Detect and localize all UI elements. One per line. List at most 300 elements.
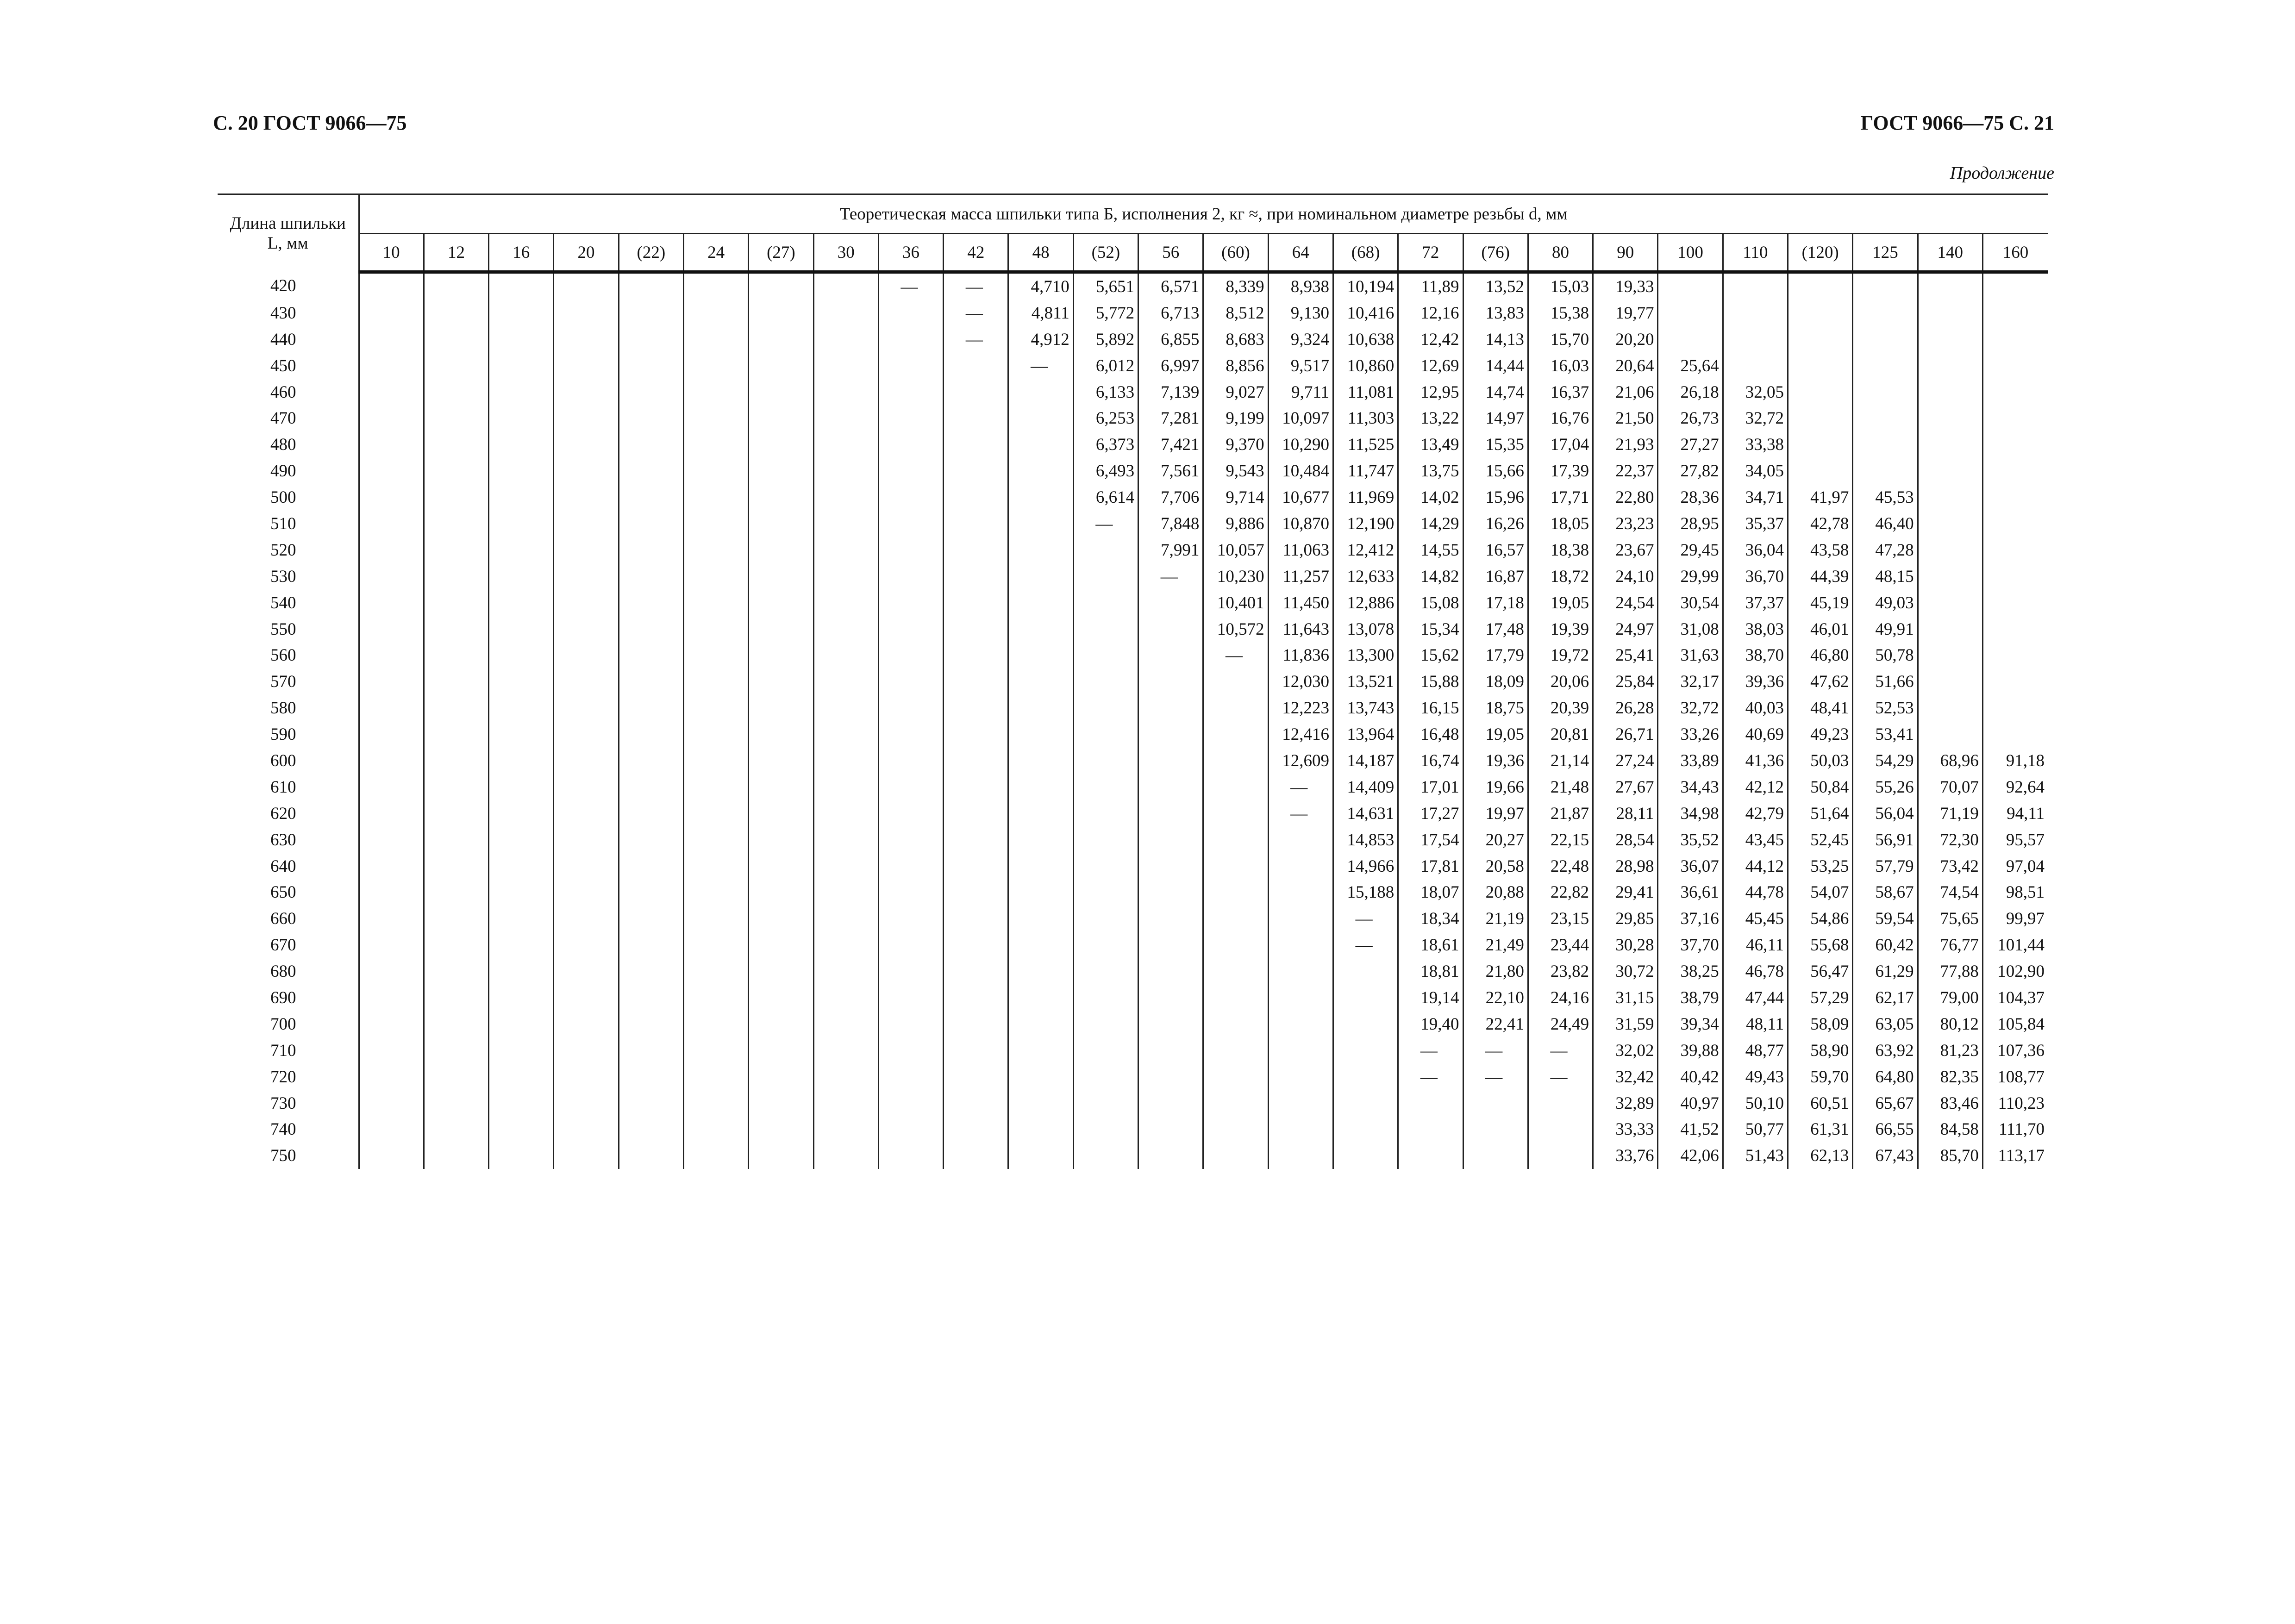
mass-cell (813, 827, 878, 853)
mass-cell (1138, 853, 1203, 880)
mass-cell: 43,58 (1788, 537, 1853, 563)
mass-cell (1008, 1011, 1073, 1037)
mass-cell (944, 958, 1008, 985)
mass-cell: — (1333, 906, 1398, 932)
mass-cell (1268, 1011, 1333, 1037)
mass-cell (489, 484, 554, 511)
mass-cell (878, 906, 943, 932)
mass-cell: 14,187 (1333, 748, 1398, 774)
mass-cell (749, 695, 813, 721)
mass-cell (944, 1011, 1008, 1037)
mass-cell (359, 721, 424, 748)
mass-cell: 13,52 (1463, 272, 1528, 300)
mass-cell: 32,05 (1723, 379, 1788, 406)
mass-cell (944, 405, 1008, 431)
mass-cell: 4,811 (1008, 300, 1073, 326)
mass-cell: 6,855 (1138, 326, 1203, 353)
mass-cell: 23,44 (1528, 932, 1593, 958)
mass-cell: 13,964 (1333, 721, 1398, 748)
mass-cell: 10,572 (1203, 616, 1268, 643)
mass-cell (683, 800, 748, 827)
mass-cell: 58,09 (1788, 1011, 1853, 1037)
mass-cell (1073, 721, 1138, 748)
mass-cell: 19,05 (1463, 721, 1528, 748)
mass-cell: 11,525 (1333, 431, 1398, 458)
mass-cell (554, 774, 619, 800)
mass-cell (359, 405, 424, 431)
mass-cell (749, 353, 813, 379)
mass-cell (1008, 379, 1073, 406)
mass-cell (554, 511, 619, 537)
mass-cell (683, 511, 748, 537)
mass-cell (878, 431, 943, 458)
mass-cell (619, 800, 683, 827)
mass-cell (1203, 985, 1268, 1011)
mass-cell (944, 695, 1008, 721)
mass-cell (554, 353, 619, 379)
mass-cell: 21,80 (1463, 958, 1528, 985)
length-cell: 610 (270, 777, 296, 797)
length-cell: 740 (270, 1120, 296, 1139)
mass-cell (1333, 1117, 1398, 1143)
mass-cell (554, 458, 619, 484)
page-header-left: С. 20 ГОСТ 9066—75 (213, 112, 407, 134)
mass-cell: 24,49 (1528, 1011, 1593, 1037)
mass-cell (489, 590, 554, 616)
mass-cell (489, 800, 554, 827)
mass-cell (813, 405, 878, 431)
mass-cell (1008, 563, 1073, 590)
mass-cell: 34,98 (1658, 800, 1723, 827)
diameter-header: (120) (1788, 234, 1853, 272)
mass-cell (1008, 906, 1073, 932)
mass-cell (619, 458, 683, 484)
mass-cell: 46,01 (1788, 616, 1853, 643)
mass-cell: 10,860 (1333, 353, 1398, 379)
mass-cell: 28,36 (1658, 484, 1723, 511)
mass-cell: 11,89 (1398, 272, 1463, 300)
mass-cell (424, 458, 488, 484)
mass-cell (1268, 985, 1333, 1011)
mass-cell: 17,79 (1463, 642, 1528, 668)
mass-cell: 15,188 (1333, 879, 1398, 906)
mass-cell: 54,29 (1853, 748, 1918, 774)
mass-cell (1008, 431, 1073, 458)
diameter-header: 56 (1138, 234, 1203, 272)
mass-cell (683, 300, 748, 326)
mass-cell: 94,11 (1982, 800, 2048, 827)
mass-header: Теоретическая масса шпильки типа Б, исполнения 2, кг ≈, при номинальном диаметре резьбы d, мм (359, 194, 2048, 234)
mass-cell (1918, 721, 1982, 748)
length-cell: 650 (270, 883, 296, 902)
mass-cell (1008, 1090, 1073, 1117)
mass-cell (1333, 1090, 1398, 1117)
mass-cell (1982, 379, 2048, 406)
diameter-header: (27) (749, 234, 813, 272)
mass-cell (683, 1117, 748, 1143)
mass-cell: 8,938 (1268, 272, 1333, 300)
mass-cell (1853, 272, 1918, 300)
mass-cell (1203, 827, 1268, 853)
mass-cell (1138, 774, 1203, 800)
mass-cell (944, 906, 1008, 932)
mass-cell (878, 985, 943, 1011)
mass-cell (1788, 458, 1853, 484)
mass-cell (424, 748, 488, 774)
mass-cell: 12,030 (1268, 668, 1333, 695)
mass-cell: 20,64 (1593, 353, 1658, 379)
mass-cell: 20,20 (1593, 326, 1658, 353)
mass-cell: 16,87 (1463, 563, 1528, 590)
mass-cell (554, 958, 619, 985)
table-row (218, 563, 2048, 590)
mass-cell (878, 379, 943, 406)
mass-cell: 14,44 (1463, 353, 1528, 379)
mass-cell (1918, 379, 1982, 406)
mass-cell (749, 272, 813, 300)
mass-cell (489, 1117, 554, 1143)
mass-cell (1463, 1117, 1528, 1143)
mass-cell (424, 879, 488, 906)
mass-cell: 11,257 (1268, 563, 1333, 590)
mass-cell (489, 668, 554, 695)
mass-cell: 111,70 (1982, 1117, 2048, 1143)
mass-cell (1982, 272, 2048, 300)
mass-cell: 24,97 (1593, 616, 1658, 643)
mass-cell (878, 1117, 943, 1143)
mass-cell: 12,609 (1268, 748, 1333, 774)
mass-cell (619, 827, 683, 853)
table-row (218, 590, 2048, 616)
mass-cell (359, 1090, 424, 1117)
mass-cell (944, 458, 1008, 484)
mass-cell (359, 1143, 424, 1169)
mass-cell (813, 879, 878, 906)
mass-cell: 23,15 (1528, 906, 1593, 932)
mass-cell: 38,70 (1723, 642, 1788, 668)
mass-cell (619, 721, 683, 748)
mass-cell (1203, 1090, 1268, 1117)
mass-cell: 10,416 (1333, 300, 1398, 326)
mass-cell (749, 1117, 813, 1143)
mass-cell (749, 958, 813, 985)
mass-cell (1853, 353, 1918, 379)
mass-cell: 40,97 (1658, 1090, 1723, 1117)
mass-cell (489, 642, 554, 668)
mass-cell: 9,324 (1268, 326, 1333, 353)
mass-cell (944, 748, 1008, 774)
diameter-header: 125 (1853, 234, 1918, 272)
mass-cell (619, 511, 683, 537)
mass-cell (489, 774, 554, 800)
mass-cell: 56,91 (1853, 827, 1918, 853)
mass-cell: 105,84 (1982, 1011, 2048, 1037)
mass-cell (359, 906, 424, 932)
mass-cell (424, 590, 488, 616)
mass-cell (424, 827, 488, 853)
mass-cell: 4,912 (1008, 326, 1073, 353)
mass-cell (554, 537, 619, 563)
mass-cell: 8,683 (1203, 326, 1268, 353)
mass-cell (878, 1090, 943, 1117)
mass-cell: 10,484 (1268, 458, 1333, 484)
table-row (218, 932, 2048, 958)
mass-cell: 52,45 (1788, 827, 1853, 853)
mass-cell: 19,14 (1398, 985, 1463, 1011)
diameter-header: 140 (1918, 234, 1982, 272)
mass-cell (554, 800, 619, 827)
mass-cell: 30,72 (1593, 958, 1658, 985)
mass-cell (1008, 879, 1073, 906)
table-row (218, 1117, 2048, 1143)
mass-cell (619, 353, 683, 379)
mass-cell (1008, 932, 1073, 958)
mass-cell (619, 405, 683, 431)
mass-cell: 14,853 (1333, 827, 1398, 853)
mass-cell (683, 616, 748, 643)
mass-cell: 17,04 (1528, 431, 1593, 458)
table-row (218, 748, 2048, 774)
mass-cell (1268, 827, 1333, 853)
mass-cell (683, 353, 748, 379)
mass-cell (683, 1143, 748, 1169)
mass-cell (1073, 932, 1138, 958)
mass-cell (878, 511, 943, 537)
mass-cell (813, 431, 878, 458)
diameter-header: 64 (1268, 234, 1333, 272)
mass-cell: 17,54 (1398, 827, 1463, 853)
mass-cell: 49,91 (1853, 616, 1918, 643)
mass-cell (1918, 484, 1982, 511)
mass-cell (424, 695, 488, 721)
mass-cell: 6,133 (1073, 379, 1138, 406)
mass-cell (1658, 272, 1723, 300)
mass-cell: — (1528, 1037, 1593, 1064)
mass-cell: 49,23 (1788, 721, 1853, 748)
mass-cell: 67,43 (1853, 1143, 1918, 1169)
mass-cell: 18,81 (1398, 958, 1463, 985)
table-row (218, 511, 2048, 537)
mass-cell: 44,39 (1788, 563, 1853, 590)
mass-cell: 18,38 (1528, 537, 1593, 563)
mass-cell: 70,07 (1918, 774, 1982, 800)
mass-cell (944, 774, 1008, 800)
mass-cell (619, 484, 683, 511)
mass-cell: 15,38 (1528, 300, 1593, 326)
mass-cell: 35,37 (1723, 511, 1788, 537)
mass-cell: 45,53 (1853, 484, 1918, 511)
mass-cell (489, 353, 554, 379)
mass-cell (878, 326, 943, 353)
mass-cell (554, 906, 619, 932)
length-cell: 620 (270, 804, 296, 823)
mass-cell: 53,41 (1853, 721, 1918, 748)
mass-cell (424, 616, 488, 643)
mass-cell: 32,17 (1658, 668, 1723, 695)
mass-cell (878, 1037, 943, 1064)
mass-cell: 46,40 (1853, 511, 1918, 537)
mass-cell (619, 695, 683, 721)
mass-cell: 62,17 (1853, 985, 1918, 1011)
mass-cell (749, 774, 813, 800)
mass-cell (1008, 458, 1073, 484)
mass-cell: 5,892 (1073, 326, 1138, 353)
mass-cell (1138, 590, 1203, 616)
mass-cell (424, 668, 488, 695)
mass-cell (1982, 563, 2048, 590)
mass-cell (1918, 300, 1982, 326)
mass-cell: 34,71 (1723, 484, 1788, 511)
mass-cell: 49,03 (1853, 590, 1918, 616)
mass-cell: 10,057 (1203, 537, 1268, 563)
mass-cell (813, 800, 878, 827)
mass-cell: — (1008, 353, 1073, 379)
mass-cell: 20,06 (1528, 668, 1593, 695)
mass-cell (489, 458, 554, 484)
mass-cell (489, 932, 554, 958)
mass-cell (359, 853, 424, 880)
mass-cell (813, 668, 878, 695)
mass-cell: — (1463, 1037, 1528, 1064)
mass-cell (424, 379, 488, 406)
mass-cell: 56,04 (1853, 800, 1918, 827)
mass-cell: — (1398, 1037, 1463, 1064)
length-cell: 490 (270, 462, 296, 481)
mass-cell (1982, 537, 2048, 563)
mass-cell: 12,69 (1398, 353, 1463, 379)
mass-cell: 28,98 (1593, 853, 1658, 880)
mass-cell: 32,42 (1593, 1064, 1658, 1090)
mass-cell (1268, 853, 1333, 880)
mass-cell: 110,23 (1982, 1090, 2048, 1117)
mass-cell (944, 1064, 1008, 1090)
mass-cell (619, 590, 683, 616)
diameter-header: (68) (1333, 234, 1398, 272)
mass-cell: 27,82 (1658, 458, 1723, 484)
mass-cell: 36,61 (1658, 879, 1723, 906)
mass-cell (1073, 1064, 1138, 1090)
mass-cell (1008, 1117, 1073, 1143)
mass-cell (683, 958, 748, 985)
mass-cell (683, 642, 748, 668)
mass-cell: 25,84 (1593, 668, 1658, 695)
mass-cell: 34,05 (1723, 458, 1788, 484)
mass-cell: 98,51 (1982, 879, 2048, 906)
mass-cell (1918, 616, 1982, 643)
mass-cell: 6,012 (1073, 353, 1138, 379)
mass-cell: 27,24 (1593, 748, 1658, 774)
mass-cell: 14,966 (1333, 853, 1398, 880)
mass-cell (489, 537, 554, 563)
table-row (218, 537, 2048, 563)
mass-cell: 113,17 (1982, 1143, 2048, 1169)
mass-cell: 13,743 (1333, 695, 1398, 721)
mass-cell: — (1138, 563, 1203, 590)
mass-cell: 21,49 (1463, 932, 1528, 958)
mass-cell: 24,10 (1593, 563, 1658, 590)
mass-cell (813, 748, 878, 774)
mass-cell (619, 1011, 683, 1037)
length-cell: 680 (270, 962, 296, 981)
mass-cell (424, 1143, 488, 1169)
mass-cell (944, 668, 1008, 695)
mass-cell (1463, 1090, 1528, 1117)
mass-cell (1333, 1011, 1398, 1037)
length-cell: 630 (270, 830, 296, 849)
mass-cell: 16,48 (1398, 721, 1463, 748)
mass-cell: — (1073, 511, 1138, 537)
mass-cell (1982, 642, 2048, 668)
mass-cell (1268, 1064, 1333, 1090)
mass-cell (359, 1011, 424, 1037)
mass-cell (359, 958, 424, 985)
mass-cell: 5,651 (1073, 272, 1138, 300)
mass-cell: 75,65 (1918, 906, 1982, 932)
mass-cell (813, 1090, 878, 1117)
mass-cell (813, 721, 878, 748)
mass-cell: 7,421 (1138, 431, 1203, 458)
mass-cell (944, 827, 1008, 853)
mass-cell (749, 668, 813, 695)
mass-cell (1138, 1037, 1203, 1064)
mass-cell: 50,10 (1723, 1090, 1788, 1117)
mass-cell: 16,26 (1463, 511, 1528, 537)
mass-cell (1982, 431, 2048, 458)
mass-cell (1073, 668, 1138, 695)
mass-cell: 21,93 (1593, 431, 1658, 458)
diameter-header: (60) (1203, 234, 1268, 272)
mass-cell: 31,15 (1593, 985, 1658, 1011)
mass-cell: 42,06 (1658, 1143, 1723, 1169)
mass-cell (944, 879, 1008, 906)
mass-cell: — (944, 272, 1008, 300)
mass-cell (878, 958, 943, 985)
mass-cell (359, 563, 424, 590)
diameter-header: 90 (1593, 234, 1658, 272)
length-cell: 730 (270, 1093, 296, 1113)
mass-cell (813, 1143, 878, 1169)
mass-cell: 22,10 (1463, 985, 1528, 1011)
mass-cell (944, 1090, 1008, 1117)
mass-cell: 44,12 (1723, 853, 1788, 880)
mass-cell: 9,027 (1203, 379, 1268, 406)
mass-cell (1982, 458, 2048, 484)
mass-cell (424, 1011, 488, 1037)
length-cell: 590 (270, 725, 296, 744)
mass-cell (424, 405, 488, 431)
mass-cell (749, 721, 813, 748)
mass-cell (749, 827, 813, 853)
stud-mass-table (218, 194, 2048, 1169)
mass-cell: — (944, 300, 1008, 326)
mass-cell: 41,52 (1658, 1117, 1723, 1143)
mass-cell (749, 1090, 813, 1117)
diameter-header: 12 (424, 234, 488, 272)
mass-cell (813, 484, 878, 511)
mass-cell (359, 695, 424, 721)
length-header-line1: Длина шпильки (230, 214, 346, 233)
mass-cell: 27,27 (1658, 431, 1723, 458)
length-cell: 720 (270, 1067, 296, 1087)
mass-cell: 17,71 (1528, 484, 1593, 511)
mass-cell (1073, 1011, 1138, 1037)
mass-cell (1138, 642, 1203, 668)
mass-cell (813, 1037, 878, 1064)
mass-cell (1788, 431, 1853, 458)
mass-cell (554, 985, 619, 1011)
mass-cell: 16,74 (1398, 748, 1463, 774)
mass-cell (878, 1064, 943, 1090)
